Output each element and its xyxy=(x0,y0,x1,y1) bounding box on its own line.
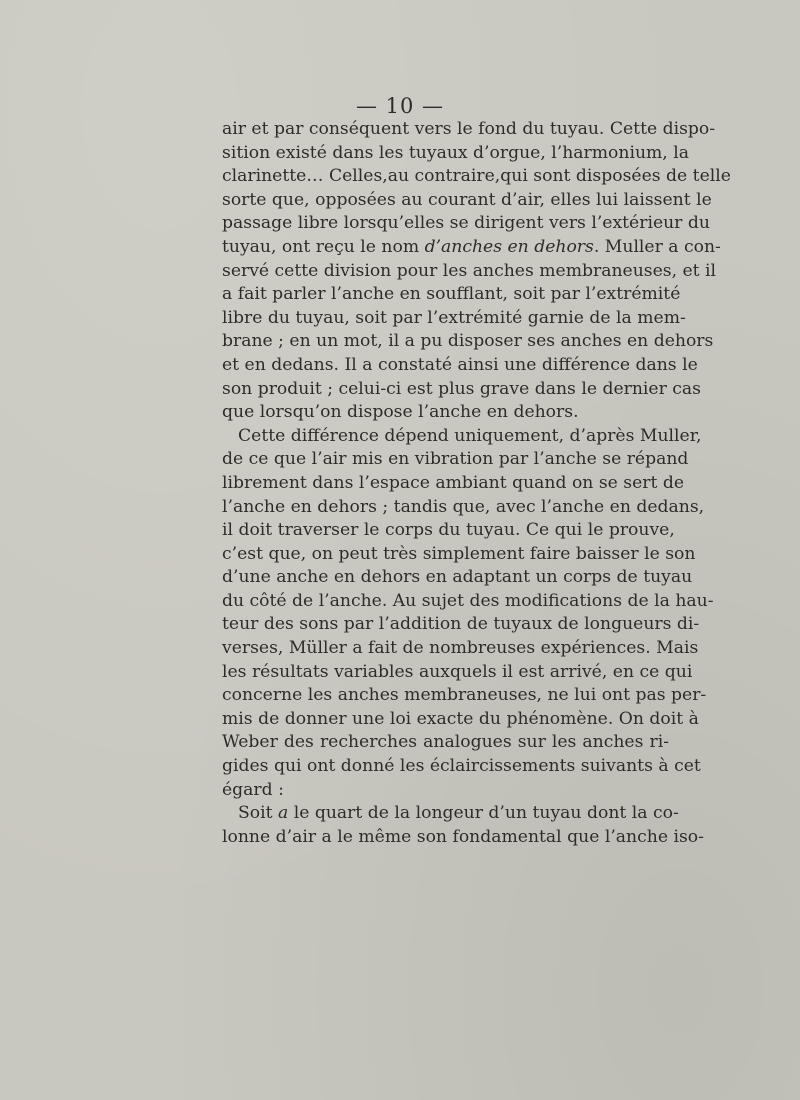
text-line-content: d’une anche en dehors en adaptant un corps de tuyau xyxy=(222,567,693,588)
text-line xyxy=(222,543,696,567)
text-line xyxy=(222,472,685,496)
body-text xyxy=(222,118,731,849)
text-line-content: égard : xyxy=(222,779,284,800)
text-line-content: sorte que, opposées au courant d’air, elles lui laissent le xyxy=(222,189,712,210)
text-line xyxy=(222,448,689,472)
text-line-content: de ce que l’air mis en vibration par l’anche se répand xyxy=(222,449,689,470)
text-line xyxy=(222,496,705,520)
text-line-content: passage libre lorsqu’elles se dirigent vers l’extérieur du xyxy=(222,213,710,234)
text-line xyxy=(222,330,714,354)
text-line xyxy=(222,189,712,213)
text-line xyxy=(222,661,693,685)
text-line xyxy=(222,425,702,449)
text-line xyxy=(222,378,701,402)
text-line xyxy=(222,307,686,331)
text-line xyxy=(222,142,689,166)
page-number: — 10 — xyxy=(355,94,445,118)
text-line-content: verses, Müller a fait de nombreuses expériences. Mais xyxy=(222,638,699,659)
text-line xyxy=(222,566,693,590)
text-line-content: du côté de l’anche. Au sujet des modifications de la hau- xyxy=(222,590,714,611)
text-line xyxy=(222,212,710,236)
text-line-content: libre du tuyau, soit par l’extrémité garnie de la mem- xyxy=(222,307,686,328)
text-line xyxy=(222,637,699,661)
text-line-content: Cette différence dépend uniquement, d’après Muller, xyxy=(238,425,702,446)
text-line xyxy=(222,590,714,614)
text-line-content: gides qui ont donné les éclaircissements suivants à cet xyxy=(222,756,701,777)
text-line-content: c’est que, on peut très simplement faire baisser le son xyxy=(222,543,696,564)
text-line xyxy=(222,755,701,779)
text-line xyxy=(222,354,698,378)
text-line-content: servé cette division pour les anches membraneuses, et il xyxy=(222,260,717,281)
text-line-content: sition existé dans les tuyaux d’orgue, l’harmonium, la xyxy=(222,142,689,163)
text-line-continuation: le quart de la longeur d’un tuyau dont la co- xyxy=(288,803,679,824)
text-line xyxy=(222,684,707,708)
italic-text: a xyxy=(278,803,289,824)
text-line xyxy=(222,802,679,826)
text-line-content: mis de donner une loi exacte du phénomène. On doit à xyxy=(222,708,699,729)
text-line xyxy=(222,118,716,142)
text-line xyxy=(222,260,717,284)
text-line xyxy=(222,283,681,307)
text-line xyxy=(222,708,699,732)
text-line xyxy=(222,826,704,850)
text-line-continuation: . Muller a con- xyxy=(593,236,721,257)
italic-text: d’anches en dehors xyxy=(424,236,594,257)
text-line xyxy=(222,779,669,803)
text-line-content: brane ; en un mot, il a pu disposer ses anches en dehors xyxy=(222,331,714,352)
text-line-content: lonne d’air a le même son fondamental que l’anche iso- xyxy=(222,826,704,847)
text-line-content: l’anche en dehors ; tandis que, avec l’anche en dedans, xyxy=(222,496,705,517)
text-line-content: concerne les anches membraneuses, ne lui ont pas per- xyxy=(222,685,707,706)
text-line xyxy=(222,401,669,425)
text-line-content: librement dans l’espace ambiant quand on se sert de xyxy=(222,472,685,493)
text-line-content: air et par conséquent vers le fond du tuyau. Cette dispo- xyxy=(222,119,716,139)
text-line-content: tuyau, ont reçu le nom xyxy=(222,236,425,257)
text-line-content: a fait parler l’anche en soufflant, soit par l’extrémité xyxy=(222,284,681,305)
text-line-content: clarinette… Celles,au contraire,qui sont disposées de telle xyxy=(222,166,731,187)
text-line xyxy=(222,613,700,637)
text-line-content: teur des sons par l’addition de tuyaux de longueurs di- xyxy=(222,614,700,635)
text-line-content: son produit ; celui-ci est plus grave dans le dernier cas xyxy=(222,378,701,399)
text-line-content: que lorsqu’on dispose l’anche en dehors. xyxy=(222,402,579,423)
text-line xyxy=(222,165,731,189)
text-line-content: il doit traverser le corps du tuyau. Ce qui le prouve, xyxy=(222,520,675,541)
text-line xyxy=(222,519,675,543)
text-line-content: et en dedans. Il a constaté ainsi une différence dans le xyxy=(222,354,698,375)
text-line xyxy=(222,236,721,260)
text-line-content: Soit xyxy=(238,803,278,824)
text-line-content: les résultats variables auxquels il est arrivé, en ce qui xyxy=(222,661,693,682)
text-line xyxy=(222,731,669,755)
text-line-content: Weber des recherches analogues sur les anches ri- xyxy=(222,732,669,753)
